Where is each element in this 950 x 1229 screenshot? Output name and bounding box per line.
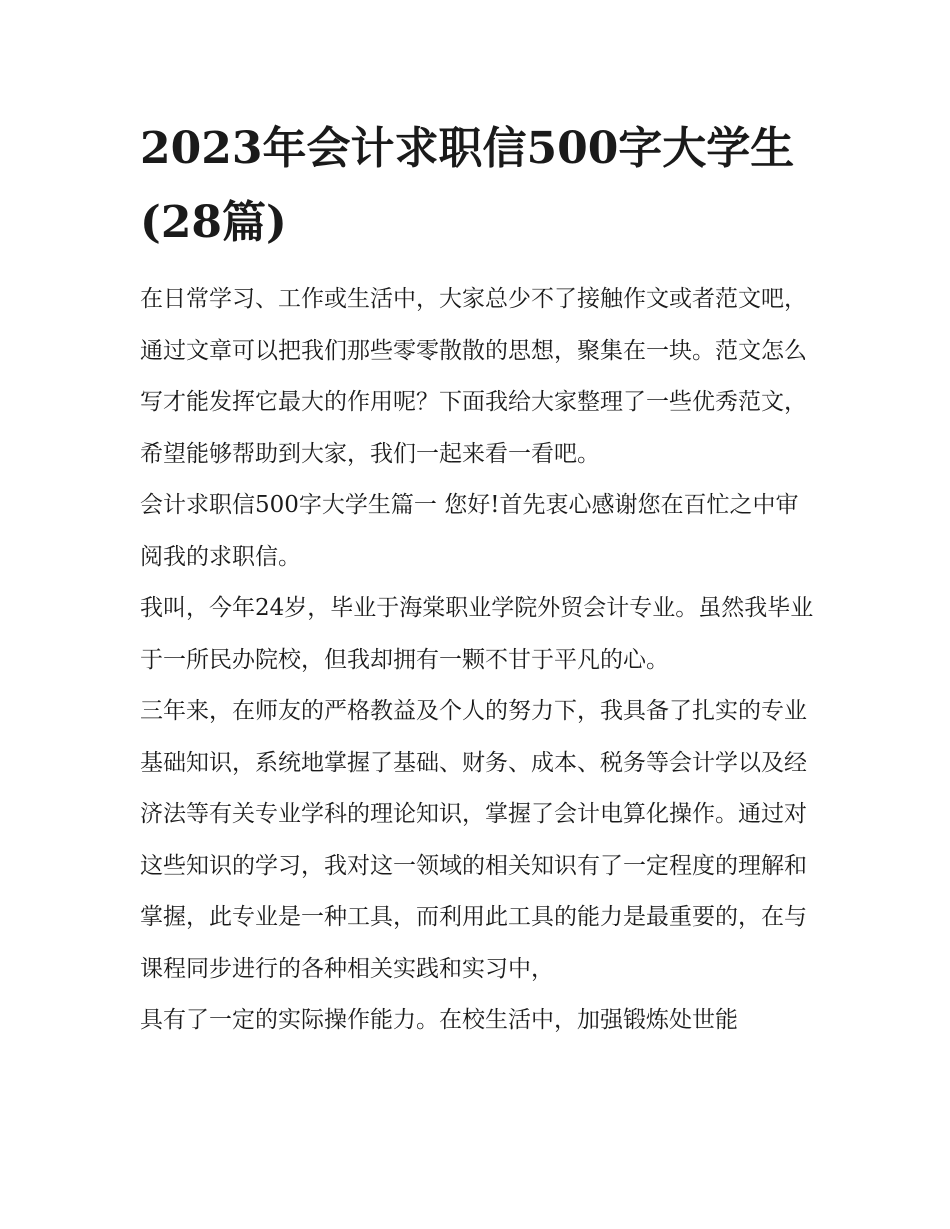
paragraph-education: 三年来，在师友的严格教益及个人的努力下，我具备了扎实的专业基础知识，系统地掌握了基础、财务、成本、税务等会计学以及经济法等有关专业学科的理论知识，掌握了会计电算化操作。通过对这些知识的学习，我对这一领域的相关知识有了一定程度的理解和掌握，此专业是一种工具，而利用此工具的能力是最重要的，在与课程同步进行的各种相关实践和实习中， xyxy=(140,698,807,982)
paragraph-self-introduction: 我叫，今年24岁，毕业于海棠职业学院外贸会计专业。虽然我毕业于一所民办院校，但我却拥有一颗不甘于平凡的心。 xyxy=(140,595,814,673)
paragraph-intro: 在日常学习、工作或生活中，大家总少不了接触作文或者范文吧，通过文章可以把我们那些零零散散的思想，聚集在一块。范文怎么写才能发挥它最大的作用呢？下面我给大家整理了一些优秀范文，希望能够帮助到大家，我们一起来看一看吧。 xyxy=(140,286,807,467)
paragraph-practice: 具有了一定的实际操作能力。在校生活中，加强锻炼处世能 xyxy=(140,1007,738,1033)
paragraph-greeting: 会计求职信500字大学生篇一 您好!首先衷心感谢您在百忙之中审阅我的求职信。 xyxy=(140,492,799,570)
document-title: 2023年会计求职信500字大学生(28篇) xyxy=(140,123,795,248)
document-body xyxy=(140,112,820,1047)
